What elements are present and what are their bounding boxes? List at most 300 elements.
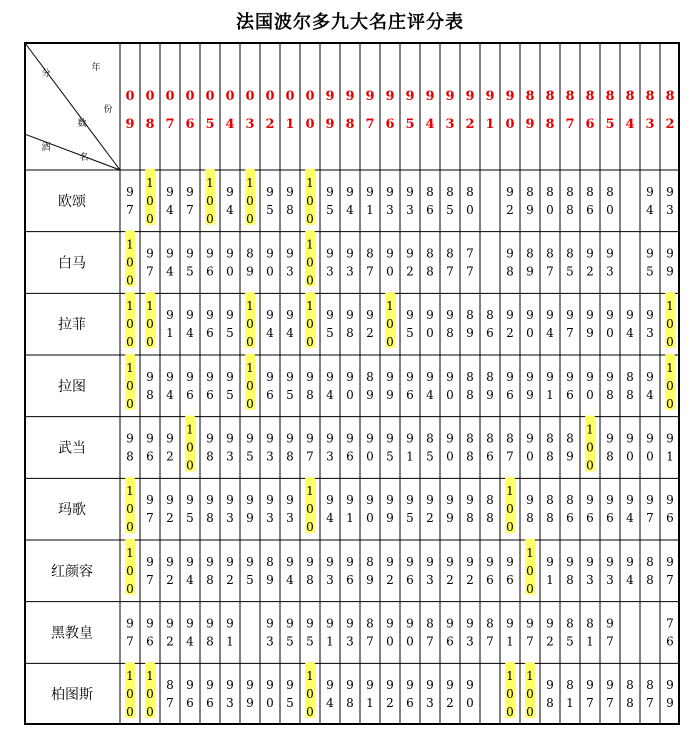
score-digit: 9 <box>506 308 514 323</box>
score-digit: 9 <box>566 308 574 323</box>
year-digit: 9 <box>365 89 375 104</box>
score-digit: 8 <box>426 264 434 279</box>
score-digit: 6 <box>146 634 154 649</box>
year-digit: 8 <box>525 89 535 104</box>
score-digit: 0 <box>126 273 134 288</box>
score-digit: 9 <box>246 493 254 508</box>
score-digit: 7 <box>546 264 554 279</box>
score-digit: 6 <box>186 387 194 402</box>
year-digit: 6 <box>185 117 195 132</box>
score-digit: 0 <box>606 326 614 341</box>
score-digit: 9 <box>306 616 314 631</box>
score-digit: 6 <box>666 511 674 526</box>
score-digit: 5 <box>326 326 334 341</box>
score-digit: 9 <box>166 616 174 631</box>
score-digit: 3 <box>226 449 234 464</box>
score-digit: 6 <box>206 696 214 711</box>
score-digit: 9 <box>526 202 534 217</box>
header-wine-label: 酒 <box>41 143 51 153</box>
score-digit: 5 <box>326 202 334 217</box>
score-digit: 9 <box>626 554 634 569</box>
score-digit: 8 <box>306 387 314 402</box>
score-digit: 9 <box>186 308 194 323</box>
year-digit: 8 <box>605 89 615 104</box>
score-digit: 9 <box>326 493 334 508</box>
score-digit: 9 <box>406 369 414 384</box>
score-digit: 0 <box>246 193 254 208</box>
score-digit: 0 <box>586 387 594 402</box>
score-digit: 9 <box>406 308 414 323</box>
score-digit: 0 <box>246 211 254 226</box>
score-digit: 3 <box>386 202 394 217</box>
score-digit: 2 <box>586 264 594 279</box>
score-digit: 3 <box>226 696 234 711</box>
score-digit: 0 <box>126 378 134 393</box>
year-digit: 9 <box>325 89 335 104</box>
score-digit: 2 <box>546 634 554 649</box>
score-digit: 9 <box>366 184 374 199</box>
score-digit: 9 <box>606 678 614 693</box>
score-digit: 7 <box>466 264 474 279</box>
score-digit: 9 <box>446 369 454 384</box>
score-digit: 9 <box>186 678 194 693</box>
score-digit: 0 <box>146 317 154 332</box>
score-digit: 4 <box>286 326 294 341</box>
score-digit: 1 <box>406 449 414 464</box>
score-digit: 9 <box>146 554 154 569</box>
year-digit: 3 <box>245 117 255 132</box>
score-digit: 7 <box>586 696 594 711</box>
score-digit: 0 <box>666 396 674 411</box>
score-digit: 6 <box>506 572 514 587</box>
score-digit: 9 <box>306 369 314 384</box>
score-digit: 3 <box>606 264 614 279</box>
score-digit: 9 <box>546 678 554 693</box>
year-digit: 9 <box>405 89 415 104</box>
score-digit: 0 <box>126 396 134 411</box>
year-digit: 8 <box>345 117 355 132</box>
score-digit: 0 <box>546 202 554 217</box>
score-digit: 8 <box>366 369 374 384</box>
score-digit: 9 <box>386 554 394 569</box>
score-digit: 9 <box>286 308 294 323</box>
score-digit: 0 <box>306 273 314 288</box>
score-digit: 9 <box>366 431 374 446</box>
score-digit: 1 <box>166 326 174 341</box>
score-digit: 1 <box>146 175 154 190</box>
year-digit: 1 <box>485 117 495 132</box>
score-digit: 3 <box>286 511 294 526</box>
score-digit: 0 <box>646 449 654 464</box>
score-digit: 8 <box>626 696 634 711</box>
score-digit: 3 <box>606 572 614 587</box>
score-digit: 8 <box>566 246 574 261</box>
score-digit: 1 <box>586 634 594 649</box>
score-digit: 2 <box>446 572 454 587</box>
score-digit: 8 <box>486 493 494 508</box>
score-digit: 4 <box>626 572 634 587</box>
score-digit: 8 <box>466 511 474 526</box>
score-digit: 0 <box>126 255 134 270</box>
score-digit: 2 <box>466 572 474 587</box>
score-digit: 1 <box>506 669 514 684</box>
score-digit: 6 <box>406 572 414 587</box>
score-digit: 2 <box>166 449 174 464</box>
year-digit: 2 <box>465 117 475 132</box>
score-digit: 9 <box>426 493 434 508</box>
score-digit: 5 <box>186 264 194 279</box>
score-digit: 0 <box>526 326 534 341</box>
score-digit: 8 <box>286 202 294 217</box>
score-digit: 9 <box>526 387 534 402</box>
score-digit: 0 <box>246 396 254 411</box>
year-digit: 4 <box>225 117 235 132</box>
score-digit: 5 <box>286 634 294 649</box>
score-digit: 9 <box>446 493 454 508</box>
score-digit: 9 <box>446 554 454 569</box>
score-digit: 0 <box>506 705 514 720</box>
score-digit: 9 <box>286 369 294 384</box>
score-digit: 8 <box>606 184 614 199</box>
score-digit: 6 <box>506 387 514 402</box>
score-digit: 9 <box>266 616 274 631</box>
score-digit: 6 <box>346 449 354 464</box>
score-digit: 9 <box>586 678 594 693</box>
score-digit: 9 <box>586 246 594 261</box>
score-digit: 9 <box>226 246 234 261</box>
score-digit: 9 <box>226 616 234 631</box>
score-digit: 8 <box>546 493 554 508</box>
score-digit: 9 <box>446 678 454 693</box>
score-digit: 9 <box>526 616 534 631</box>
score-digit: 1 <box>306 669 314 684</box>
score-digit: 5 <box>226 387 234 402</box>
year-digit: 1 <box>285 117 295 132</box>
score-digit: 8 <box>346 326 354 341</box>
year-digit: 4 <box>625 117 635 132</box>
score-digit: 6 <box>606 511 614 526</box>
score-digit: 9 <box>546 554 554 569</box>
score-digit: 5 <box>426 449 434 464</box>
score-digit: 7 <box>366 634 374 649</box>
score-digit: 3 <box>466 634 474 649</box>
score-digit: 9 <box>166 369 174 384</box>
year-digit: 9 <box>445 89 455 104</box>
score-digit: 9 <box>166 246 174 261</box>
year-digit: 3 <box>645 117 655 132</box>
score-digit: 8 <box>346 696 354 711</box>
score-digit: 9 <box>586 326 594 341</box>
score-digit: 9 <box>546 616 554 631</box>
score-digit: 9 <box>306 431 314 446</box>
score-digit: 7 <box>426 634 434 649</box>
year-digit: 0 <box>305 89 315 104</box>
score-digit: 9 <box>146 431 154 446</box>
score-digit: 9 <box>186 246 194 261</box>
header-diagonal <box>25 134 120 170</box>
score-digit: 0 <box>526 581 534 596</box>
score-digit: 8 <box>526 246 534 261</box>
score-digit: 2 <box>446 696 454 711</box>
score-digit: 9 <box>246 696 254 711</box>
score-digit: 0 <box>666 335 674 350</box>
score-digit: 8 <box>246 246 254 261</box>
score-digit: 7 <box>126 634 134 649</box>
score-digit: 8 <box>566 184 574 199</box>
score-digit: 3 <box>326 264 334 279</box>
score-digit: 0 <box>446 387 454 402</box>
score-digit: 9 <box>466 493 474 508</box>
score-digit: 3 <box>646 326 654 341</box>
score-digit: 7 <box>186 202 194 217</box>
score-digit: 9 <box>206 493 214 508</box>
score-digit: 9 <box>286 616 294 631</box>
score-digit: 9 <box>406 616 414 631</box>
score-digit: 8 <box>466 184 474 199</box>
score-digit: 9 <box>606 431 614 446</box>
score-digit: 8 <box>606 449 614 464</box>
score-digit: 9 <box>666 678 674 693</box>
score-digit: 6 <box>586 511 594 526</box>
score-digit: 9 <box>446 511 454 526</box>
score-digit: 9 <box>206 554 214 569</box>
score-digit: 0 <box>126 520 134 535</box>
score-digit: 3 <box>426 696 434 711</box>
score-digit: 8 <box>466 431 474 446</box>
score-digit: 9 <box>406 554 414 569</box>
score-digit: 0 <box>146 193 154 208</box>
score-digit: 8 <box>426 616 434 631</box>
score-digit: 2 <box>406 264 414 279</box>
score-digit: 7 <box>366 264 374 279</box>
score-digit: 9 <box>526 493 534 508</box>
score-digit: 9 <box>186 493 194 508</box>
score-digit: 8 <box>206 634 214 649</box>
score-digit: 9 <box>546 369 554 384</box>
year-digit: 8 <box>145 117 155 132</box>
score-digit: 9 <box>226 493 234 508</box>
header-score-label: 分 <box>41 69 51 79</box>
score-digit: 4 <box>266 326 274 341</box>
score-digit: 6 <box>586 202 594 217</box>
score-digit: 4 <box>626 511 634 526</box>
score-digit: 0 <box>206 193 214 208</box>
score-digit: 8 <box>506 431 514 446</box>
score-digit: 9 <box>366 572 374 587</box>
score-digit: 9 <box>606 308 614 323</box>
score-digit: 9 <box>666 696 674 711</box>
score-digit: 0 <box>306 687 314 702</box>
score-digit: 6 <box>206 326 214 341</box>
year-digit: 0 <box>265 89 275 104</box>
score-digit: 8 <box>466 387 474 402</box>
score-digit: 5 <box>386 449 394 464</box>
score-digit: 8 <box>586 184 594 199</box>
year-digit: 2 <box>265 117 275 132</box>
year-digit: 0 <box>165 89 175 104</box>
score-digit: 9 <box>426 554 434 569</box>
year-digit: 6 <box>585 117 595 132</box>
score-digit: 2 <box>226 572 234 587</box>
score-digit: 0 <box>586 458 594 473</box>
score-digit: 5 <box>246 572 254 587</box>
header-wine-label: 名 <box>79 153 89 163</box>
score-digit: 8 <box>646 678 654 693</box>
score-digit: 9 <box>386 369 394 384</box>
score-digit: 7 <box>646 696 654 711</box>
score-digit: 1 <box>346 511 354 526</box>
score-digit: 8 <box>626 387 634 402</box>
score-digit: 7 <box>506 449 514 464</box>
score-digit: 9 <box>406 184 414 199</box>
score-digit: 9 <box>406 493 414 508</box>
score-digit: 6 <box>566 387 574 402</box>
wine-name: 柏图斯 <box>51 687 93 704</box>
score-digit: 0 <box>246 317 254 332</box>
score-digit: 8 <box>366 246 374 261</box>
score-digit: 6 <box>566 511 574 526</box>
wine-name: 武当 <box>58 440 86 457</box>
score-digit: 1 <box>126 360 134 375</box>
score-digit: 7 <box>466 246 474 261</box>
header-year-label: 年 <box>91 63 101 73</box>
score-digit: 9 <box>466 678 474 693</box>
score-digit: 1 <box>666 299 674 314</box>
score-digit: 9 <box>226 678 234 693</box>
score-digit: 9 <box>406 678 414 693</box>
year-digit: 0 <box>185 89 195 104</box>
score-digit: 9 <box>446 308 454 323</box>
score-digit: 7 <box>606 696 614 711</box>
score-digit: 6 <box>346 572 354 587</box>
score-digit: 4 <box>326 696 334 711</box>
score-digit: 9 <box>206 308 214 323</box>
score-digit: 3 <box>666 202 674 217</box>
score-digit: 0 <box>146 335 154 350</box>
score-digit: 3 <box>426 572 434 587</box>
score-digit: 1 <box>246 175 254 190</box>
score-digit: 9 <box>206 616 214 631</box>
header-score-label: 数 <box>77 119 87 129</box>
score-digit: 9 <box>386 184 394 199</box>
score-digit: 6 <box>146 449 154 464</box>
score-digit: 7 <box>126 202 134 217</box>
score-digit: 9 <box>466 326 474 341</box>
score-digit: 9 <box>406 431 414 446</box>
score-digit: 8 <box>566 678 574 693</box>
score-digit: 2 <box>386 572 394 587</box>
score-digit: 9 <box>526 264 534 279</box>
score-digit: 9 <box>366 387 374 402</box>
score-digit: 8 <box>446 326 454 341</box>
score-table <box>24 42 680 725</box>
score-digit: 1 <box>146 669 154 684</box>
score-digit: 1 <box>246 360 254 375</box>
score-digit: 0 <box>126 581 134 596</box>
score-digit: 7 <box>306 449 314 464</box>
score-digit: 7 <box>146 572 154 587</box>
score-digit: 9 <box>426 369 434 384</box>
score-digit: 4 <box>186 326 194 341</box>
score-digit: 5 <box>286 387 294 402</box>
header-score-label: 份 <box>103 105 113 115</box>
score-digit: 8 <box>486 616 494 631</box>
score-digit: 0 <box>366 511 374 526</box>
score-digit: 3 <box>346 264 354 279</box>
score-digit: 1 <box>206 175 214 190</box>
score-digit: 9 <box>646 246 654 261</box>
year-digit: 8 <box>625 89 635 104</box>
wine-name: 白马 <box>58 255 86 272</box>
score-digit: 8 <box>486 431 494 446</box>
score-digit: 0 <box>306 255 314 270</box>
score-digit: 9 <box>586 493 594 508</box>
score-digit: 7 <box>606 634 614 649</box>
score-digit: 0 <box>126 563 134 578</box>
year-digit: 5 <box>205 117 215 132</box>
score-digit: 8 <box>166 678 174 693</box>
score-digit: 0 <box>306 335 314 350</box>
score-digit: 1 <box>526 669 534 684</box>
score-digit: 4 <box>346 202 354 217</box>
score-digit: 9 <box>266 369 274 384</box>
year-digit: 6 <box>385 117 395 132</box>
score-digit: 6 <box>426 202 434 217</box>
score-digit: 8 <box>506 264 514 279</box>
score-digit: 1 <box>326 634 334 649</box>
score-digit: 8 <box>466 308 474 323</box>
score-digit: 9 <box>546 308 554 323</box>
score-digit: 5 <box>406 511 414 526</box>
score-digit: 4 <box>166 202 174 217</box>
score-digit: 9 <box>226 184 234 199</box>
score-digit: 8 <box>546 431 554 446</box>
score-digit: 0 <box>266 696 274 711</box>
score-digit: 9 <box>186 369 194 384</box>
year-digit: 7 <box>165 117 175 132</box>
score-digit: 9 <box>526 369 534 384</box>
score-digit: 0 <box>126 687 134 702</box>
score-digit: 2 <box>386 696 394 711</box>
score-digit: 6 <box>446 634 454 649</box>
year-digit: 8 <box>585 89 595 104</box>
score-digit: 4 <box>646 202 654 217</box>
score-digit: 0 <box>506 520 514 535</box>
score-digit: 9 <box>566 449 574 464</box>
score-digit: 9 <box>666 184 674 199</box>
score-digit: 8 <box>426 246 434 261</box>
score-digit: 2 <box>506 326 514 341</box>
score-digit: 2 <box>166 634 174 649</box>
year-digit: 0 <box>205 89 215 104</box>
score-digit: 5 <box>646 264 654 279</box>
score-digit: 3 <box>586 572 594 587</box>
score-digit: 6 <box>486 572 494 587</box>
score-digit: 8 <box>286 449 294 464</box>
score-digit: 0 <box>386 634 394 649</box>
score-digit: 7 <box>146 511 154 526</box>
score-digit: 0 <box>526 563 534 578</box>
score-digit: 9 <box>326 616 334 631</box>
score-digit: 1 <box>226 634 234 649</box>
score-digit: 5 <box>226 326 234 341</box>
score-digit: 8 <box>546 696 554 711</box>
year-digit: 8 <box>665 89 675 104</box>
score-digit: 8 <box>486 369 494 384</box>
score-digit: 5 <box>566 264 574 279</box>
score-digit: 8 <box>126 449 134 464</box>
score-digit: 1 <box>306 175 314 190</box>
